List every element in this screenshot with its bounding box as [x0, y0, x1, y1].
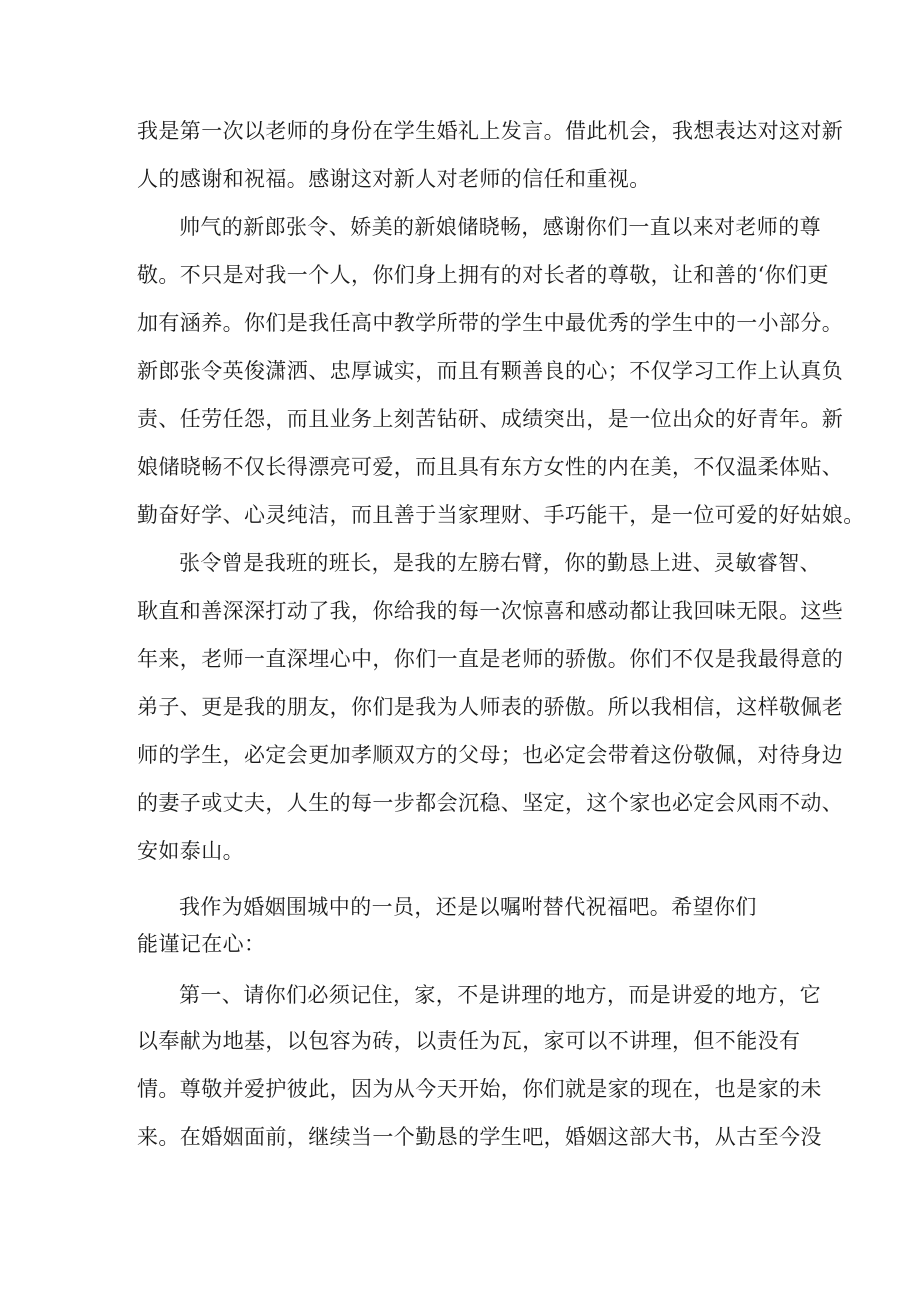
text-line: 第一、请你们必须记住，家，不是讲理的地方，而是讲爱的地方，它 — [179, 983, 821, 1007]
text-line: 我作为婚姻围城中的一员，还是以嘱咐替代祝福吧。希望你们 — [179, 895, 757, 919]
text-line: 情。尊敬并爱护彼此，因为从今天开始，你们就是家的现在，也是家的未 — [137, 1077, 822, 1101]
text-line: 年来，老师一直深埋心中，你们一直是老师的骄傲。你们不仅是我最得意的 — [137, 647, 844, 671]
text-line: 勤奋好学、心灵纯洁，而且善于当家理财、手巧能干，是一位可爱的好姑娘。 — [137, 503, 865, 527]
text-line: 新郎张令英俊潇洒、忠厚诚实，而且有颗善良的心；不仅学习工作上认真负 — [137, 359, 844, 383]
text-line: 弟子、更是我的朋友，你们是我为人师表的骄傲。所以我相信，这样敬佩老 — [137, 695, 844, 719]
text-line: 人的感谢和祝福。感谢这对新人对老师的信任和重视。 — [137, 167, 651, 191]
text-line: 帅气的新郎张令、娇美的新娘储晓畅，感谢你们一直以来对老师的尊 — [179, 215, 821, 239]
text-line: 以奉献为地基，以包容为砖，以责任为瓦，家可以不讲理，但不能没有 — [137, 1029, 801, 1053]
text-line: 的妻子或丈夫，人生的每一步都会沉稳、坚定，这个家也必定会风雨不动、 — [137, 791, 844, 815]
text-line: 加有涵养。你们是我任高中教学所带的学生中最优秀的学生中的一小部分。 — [137, 311, 844, 335]
text-line: 娘储晓畅不仅长得漂亮可爱，而且具有东方女性的内在美，不仅温柔体贴、 — [137, 455, 844, 479]
text-line: 我是第一次以老师的身份在学生婚礼上发言。借此机会，我想表达对这对新 — [137, 119, 844, 143]
text-line: 来。在婚姻面前，继续当一个勤恳的学生吧，婚姻这部大书，从古至今没 — [137, 1125, 822, 1149]
text-line: 张令曾是我班的班长，是我的左膀右臂，你的勤恳上进、灵敏睿智、 — [179, 551, 821, 575]
text-line: 责、任劳任怨，而且业务上刻苦钻研、成绩突出，是一位出众的好青年。新 — [137, 407, 844, 431]
text-line: 耿直和善深深打动了我，你给我的每一次惊喜和感动都让我回味无限。这些 — [137, 599, 844, 623]
text-line: 师的学生，必定会更加孝顺双方的父母；也必定会带着这份敬佩，对待身边 — [137, 743, 844, 767]
text-line: 能谨记在心： — [137, 932, 266, 956]
text-line: 敬。不只是对我一个人，你们身上拥有的对长者的尊敬，让和善的‘你们更 — [137, 263, 829, 287]
text-line: 安如泰山。 — [137, 839, 244, 863]
